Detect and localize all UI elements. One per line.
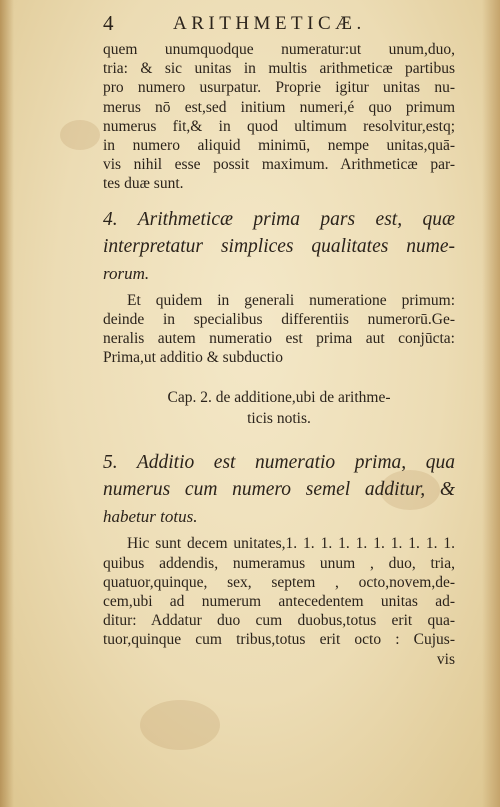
text-line: vis nihil esse possit maximum. Arithmeticæ par- <box>103 156 455 174</box>
chapter-heading-line: Cap. 2. de additione,ubi de arithme- <box>167 389 391 407</box>
text-line: ditur: Addatur duo cum duobus,totus erit qua- <box>103 612 455 630</box>
text-line: Et quidem in generali numeratione primum: <box>127 291 455 309</box>
running-title: ARITHMETICÆ. <box>173 13 366 34</box>
text-line: quatuor,quinque, sex, septem , octo,novem,de- <box>103 573 455 591</box>
text-line: tes duæ sunt. <box>103 175 184 193</box>
page-number: 4 <box>103 11 114 35</box>
text-line: in numero aliquid minimū, nempe unitas,quā- <box>103 137 455 155</box>
text-block <box>103 8 455 669</box>
text-line: merus nō est,sed initium numeri,é quo primum <box>103 98 455 116</box>
heading-line: habetur totus. <box>103 507 198 527</box>
section-5-heading <box>103 449 455 530</box>
text-line: neralis autem numeratio est prima aut conjūcta: <box>103 330 455 348</box>
heading-line: numerus cum numero semel additur, & <box>103 479 455 501</box>
paper-stain <box>60 120 100 150</box>
catchword: vis <box>436 650 455 668</box>
text-line: Prima,ut additio & subductio <box>103 349 283 367</box>
text-line: deinde in specialibus differentiis numerorū.Ge- <box>103 310 455 328</box>
page-edge-shadow <box>482 0 500 807</box>
text-line: quibus addendis, numeramus unum , duo, tria, <box>103 554 455 572</box>
section-4-body <box>103 291 455 368</box>
heading-line: 4. Arithmeticæ prima pars est, quæ <box>103 208 455 230</box>
section-4-heading <box>103 206 455 287</box>
heading-line: 5. Additio est numeratio prima, qua <box>103 452 455 474</box>
text-line: tuor,quinque cum tribus,totus erit octo : Cujus- <box>103 631 455 649</box>
text-line: cem,ubi ad numerum antecedentem unitas ad- <box>103 593 455 611</box>
section-5-body <box>103 534 455 668</box>
chapter-heading <box>103 387 455 429</box>
text-line: quem unumquodque numeratur:ut unum,duo, <box>103 41 455 58</box>
text-line: Hic sunt decem unitates,1. 1. 1. 1. 1. 1. 1. 1. 1. 1. <box>127 535 455 553</box>
page-header <box>103 8 455 38</box>
heading-line: interpretatur simplices qualitates nume- <box>103 235 455 257</box>
text-line: numerus fit,& in quod ultimum resolvitur,estq; <box>103 117 455 135</box>
chapter-heading-line: ticis notis. <box>247 410 311 428</box>
text-line: tria: & sic unitas in multis arithmeticæ partibus <box>103 60 455 78</box>
text-line: pro numero usurpatur. Proprie igitur unitas nu- <box>103 79 455 97</box>
page-gutter-shadow <box>0 0 14 807</box>
paragraph-continuation <box>103 40 455 194</box>
paper-stain <box>140 700 220 750</box>
heading-line: rorum. <box>103 263 150 283</box>
